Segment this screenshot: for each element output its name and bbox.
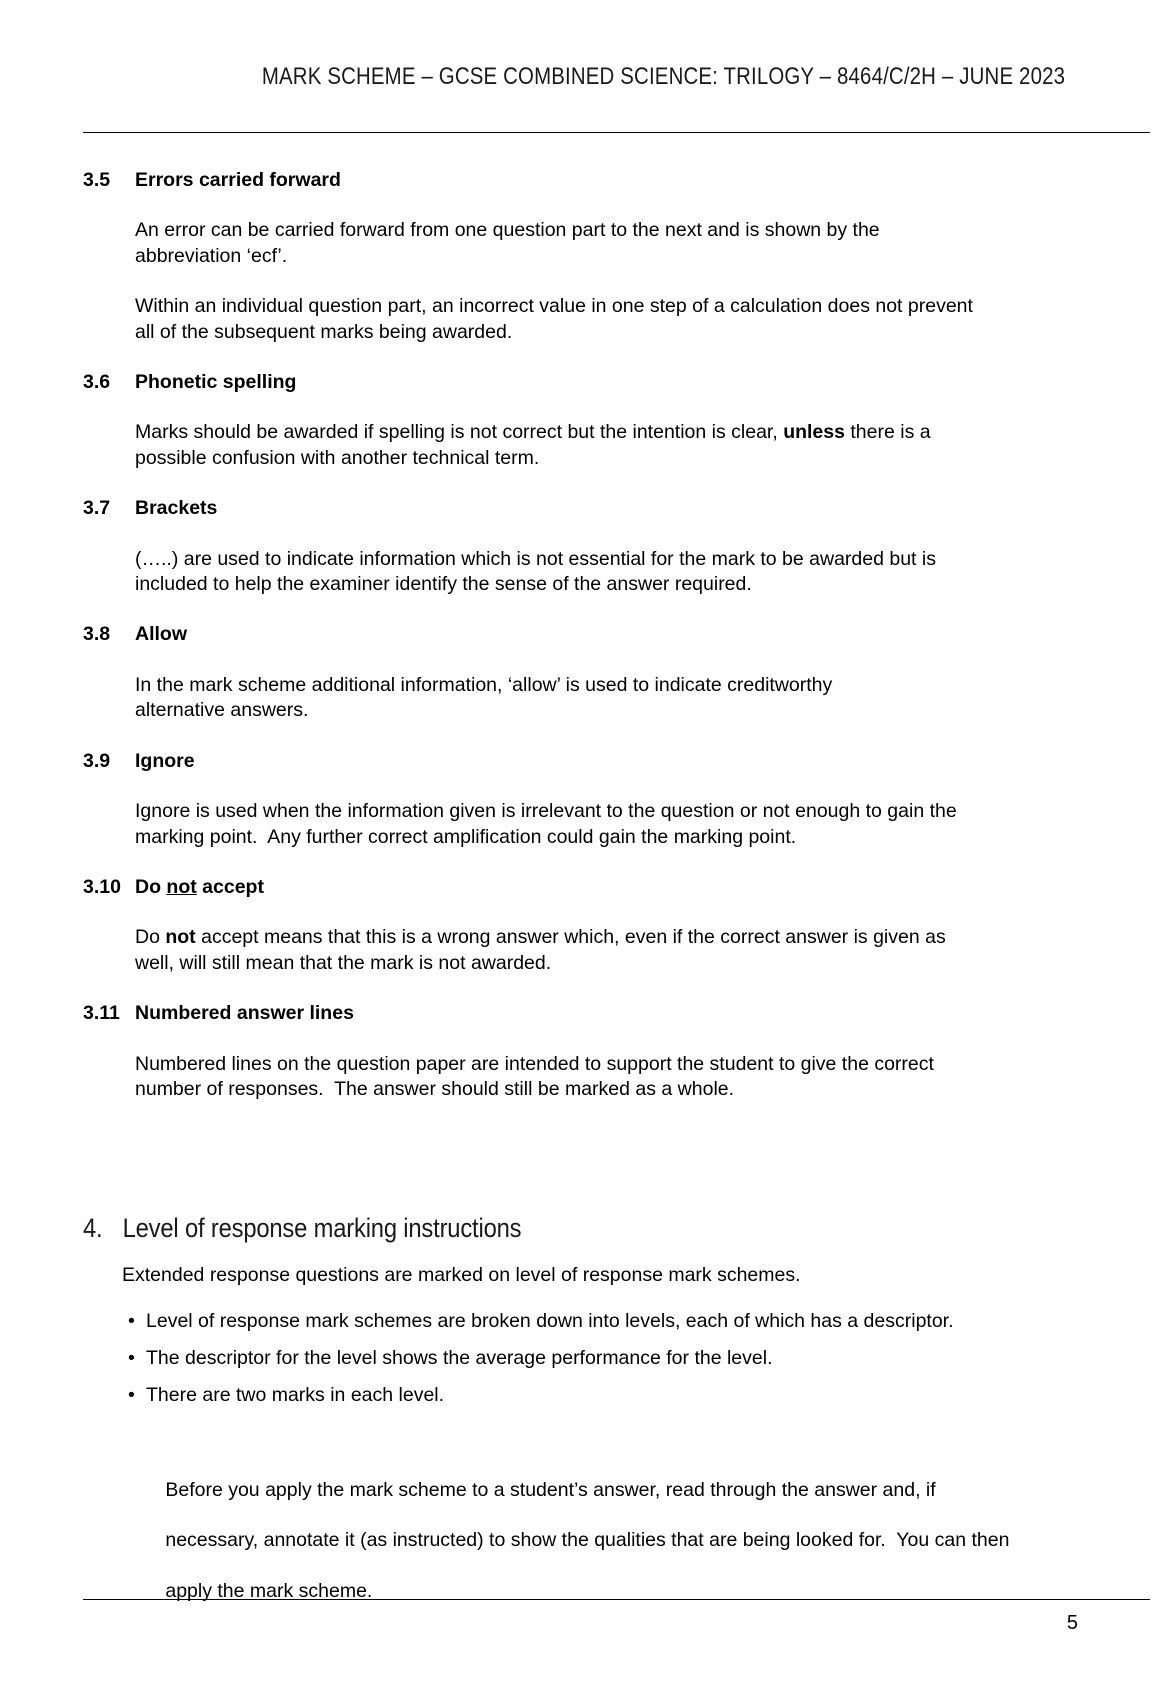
section-3-6 bbox=[83, 370, 1150, 496]
section-number: 3.9 bbox=[83, 749, 111, 772]
text-run: In the mark scheme additional information, ‘allow’ is used to indicate creditworthy bbox=[135, 673, 833, 696]
section-3-11 bbox=[83, 1001, 1150, 1127]
bullet-text: Level of response mark schemes are broken down into levels, each of which has a descriptor. bbox=[146, 1309, 954, 1332]
part3-sections bbox=[83, 168, 1150, 1127]
text-run: Do bbox=[135, 875, 167, 898]
text-run: Numbered answer lines bbox=[135, 1002, 354, 1025]
text-run: Phonetic spelling bbox=[135, 371, 297, 394]
text-run: accept bbox=[196, 875, 264, 898]
body-paragraph bbox=[135, 1052, 1150, 1103]
text-run: Brackets bbox=[135, 497, 218, 520]
text-run: Allow bbox=[135, 623, 187, 646]
section-title bbox=[135, 622, 1150, 647]
text-run: not bbox=[166, 875, 197, 898]
section-number: 3.5 bbox=[83, 169, 111, 191]
section-number: 3.7 bbox=[83, 497, 111, 520]
header-rule bbox=[83, 132, 1150, 133]
page-footer bbox=[83, 1599, 1150, 1634]
bullet-item bbox=[122, 1383, 1150, 1408]
body-paragraph bbox=[135, 673, 1150, 724]
section-4-heading bbox=[83, 1211, 1022, 1245]
section-title: Level of response marking instructions bbox=[122, 1213, 522, 1244]
bullet-item bbox=[122, 1309, 1150, 1334]
bullet-list bbox=[122, 1309, 1150, 1408]
section-3-8 bbox=[83, 622, 1150, 748]
text-run: Do bbox=[135, 926, 166, 949]
body-paragraph bbox=[135, 547, 1150, 598]
body-paragraph bbox=[135, 420, 1150, 471]
section-number: 3.6 bbox=[83, 371, 111, 394]
section-4 bbox=[83, 1211, 1150, 1630]
bullet-item bbox=[122, 1346, 1150, 1371]
section-4-body bbox=[122, 1263, 1150, 1630]
text-run: included to help the examiner identify the sense of the answer required. bbox=[135, 573, 752, 596]
bullet-text: The descriptor for the level shows the average performance for the level. bbox=[146, 1346, 773, 1369]
body-paragraph bbox=[135, 925, 1150, 976]
section-body bbox=[135, 1001, 1150, 1127]
section-body bbox=[135, 875, 1150, 1001]
page bbox=[0, 64, 1158, 1702]
text-run: unless bbox=[783, 421, 845, 444]
text-run: Within an individual question part, an incorrect value in one step of a calculation does not prevent bbox=[135, 295, 973, 318]
text-run: Ignore is used when the information given is irrelevant to the question or not enough to gain the bbox=[135, 800, 957, 823]
text-run: An error can be carried forward from one question part to the next and is shown by the bbox=[135, 219, 880, 242]
section-body bbox=[135, 496, 1150, 622]
section-title bbox=[135, 496, 1150, 521]
section-3-9 bbox=[83, 749, 1150, 875]
text-run: Marks should be awarded if spelling is not correct but the intention is clear, bbox=[135, 421, 784, 444]
bullet-text: There are two marks in each level. bbox=[146, 1383, 445, 1406]
text-run: accept means that this is a wrong answer which, even if the correct answer is given as bbox=[195, 926, 946, 949]
section-number: 4. bbox=[83, 1213, 103, 1244]
text-run: number of responses. The answer should still be marked as a whole. bbox=[135, 1077, 735, 1100]
section-body bbox=[135, 168, 1150, 370]
text-run: Errors carried forward bbox=[135, 169, 341, 191]
body-paragraph bbox=[135, 294, 1150, 345]
intro-paragraph: Extended response questions are marked on level of response mark schemes. bbox=[122, 1264, 801, 1287]
bullet-icon: • bbox=[128, 1309, 135, 1332]
document-content bbox=[83, 64, 1150, 1630]
text-run: alternative answers. bbox=[135, 699, 309, 722]
text-run: not bbox=[165, 926, 196, 949]
section-title bbox=[135, 370, 1150, 395]
text-run: Ignore bbox=[135, 749, 195, 772]
section-3-7 bbox=[83, 496, 1150, 622]
section-title bbox=[135, 168, 1150, 193]
bullet-icon: • bbox=[128, 1346, 135, 1369]
text-line: Before you apply the mark scheme to a student’s answer, read through the answer and, if bbox=[165, 1478, 936, 1501]
section-3-5 bbox=[83, 168, 1150, 370]
text-run: well, will still mean that the mark is not awarded. bbox=[135, 951, 552, 974]
section-title bbox=[135, 749, 1150, 774]
text-run: there is a bbox=[844, 421, 931, 444]
section-title bbox=[135, 1001, 1150, 1026]
text-run: marking point. Any further correct amplification could gain the marking point. bbox=[135, 825, 797, 848]
section-3-10 bbox=[83, 875, 1150, 1001]
section-number: 3.8 bbox=[83, 623, 111, 646]
text-line: apply the mark scheme. bbox=[165, 1580, 373, 1603]
body-paragraph bbox=[135, 218, 1150, 269]
bullet-icon: • bbox=[128, 1383, 135, 1406]
page-number: 5 bbox=[1066, 1612, 1078, 1634]
section-body bbox=[135, 749, 1150, 875]
text-run: possible confusion with another technical term. bbox=[135, 446, 540, 469]
header-title: MARK SCHEME – GCSE COMBINED SCIENCE: TRILOGY – 8464/C/2H – JUNE 2023 bbox=[261, 63, 1066, 90]
text-run: all of the subsequent marks being awarded. bbox=[135, 320, 513, 343]
section-number: 3.11 bbox=[83, 1002, 120, 1025]
text-run: abbreviation ‘ecf’. bbox=[135, 244, 288, 267]
text-line: necessary, annotate it (as instructed) to show the qualities that are being looked for. You can then bbox=[165, 1529, 1010, 1552]
section-number: 3.10 bbox=[83, 875, 121, 898]
section-body bbox=[135, 622, 1150, 748]
footer-rule bbox=[83, 1599, 1150, 1600]
text-run: Numbered lines on the question paper are intended to support the student to give the correct bbox=[135, 1052, 934, 1075]
section-body bbox=[135, 370, 1150, 496]
text-run: (…..) are used to indicate information which is not essential for the mark to be awarded but is bbox=[135, 547, 936, 570]
body-paragraph bbox=[135, 799, 1150, 850]
section-title bbox=[135, 875, 1150, 900]
